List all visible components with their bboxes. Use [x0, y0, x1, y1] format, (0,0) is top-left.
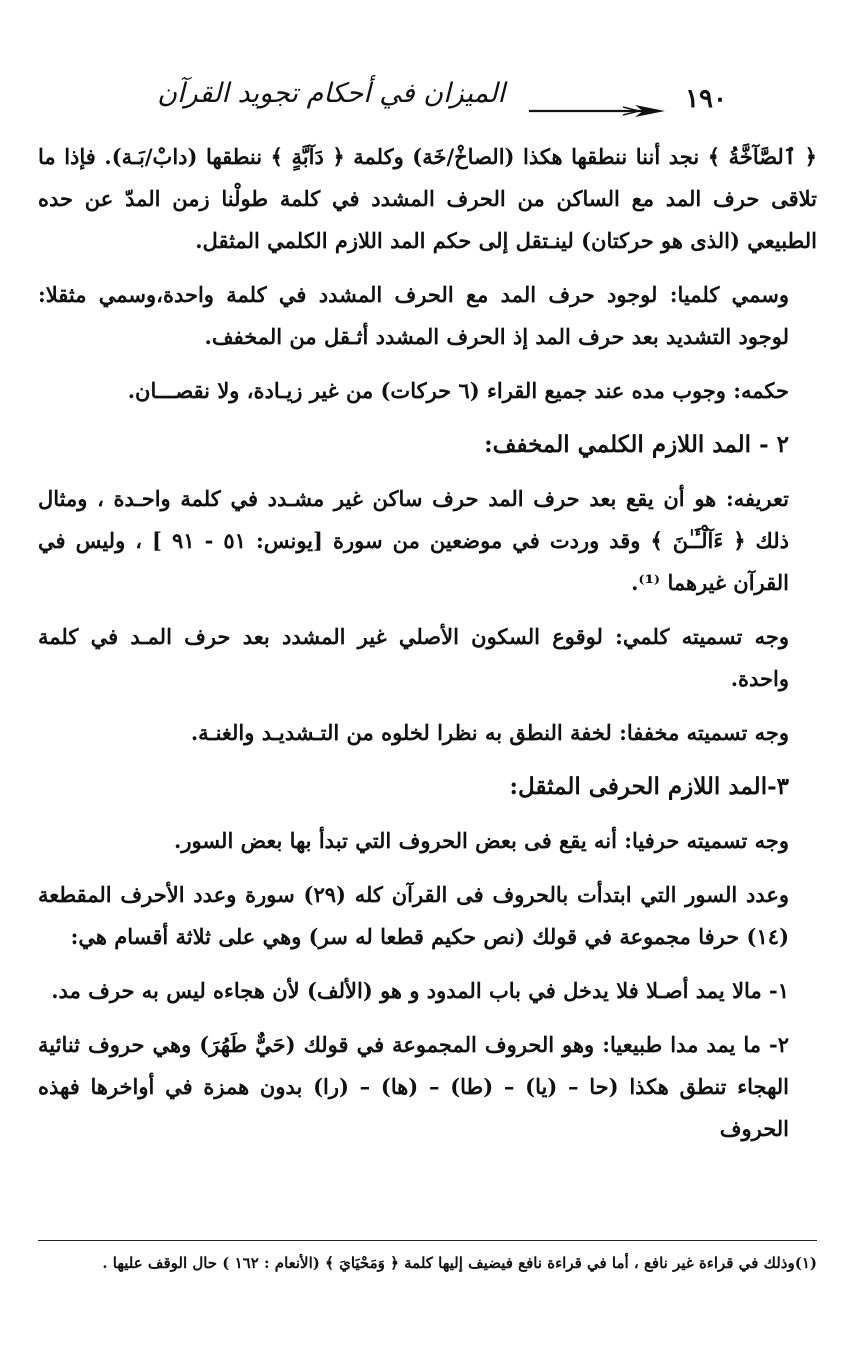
- paragraph-9: ١- مالا يمد أصـلا فلا يدخل في باب المدود و هو (الألف) لأن هجاءه ليس به حرف مد.: [51, 978, 789, 1003]
- page-number: ١٩٠: [685, 84, 727, 114]
- paragraph-10: ٢- ما يمد مدا طبيعيا: وهو الحروف المجموعة في قولك (حَيٌّ طَهُرَ) وهي حروف ثنائية الهجاء تنطق هكذا (حا – (يا) – (طا) – (ها) – (را) بدون همزة في أواخرها فهذه الحروف: [38, 1032, 789, 1141]
- footnote-divider: [38, 1240, 817, 1241]
- paragraph-2: وسمي كلميا: لوجود حرف المد مع الحرف المشدد في كلمة واحدة،وسمي مثقلا: لوجود التشديد بعد حرف المد إذ الحرف المشدد أثـقل من المخفف.: [38, 282, 789, 349]
- paragraph-4: تعريفه: هو أن يقع بعد حرف المد حرف ساكن غير مشـدد في كلمة واحـدة ، ومثال ذلك ﴿ ءَآلْـَٔـٰنَ ﴾ وقد وردت في موضعين من سورة [يونس: ٥١ - ٩١ ] ، وليس في القرآن غيرهما ⁽¹⁾.: [38, 486, 790, 595]
- section-heading-2: ٢ - المد اللازم الكلمي المخفف:: [484, 431, 789, 458]
- paragraph-1: ﴿ ٱلصَّآخَّةُ ﴾ نجد أننا ننطقها هكذا (الصاخْ/خَة) وكلمة ﴿ دَآبَّةٍ ﴾ ننطقها (دابْ/بَـة). فإذا ما تلاقى حرف المد مع الساكن من الحرف المشدد في كلمة طولْنا زمن المدّ عن حده الطبيعي (الذى هو حركتان) لينـتقل إلى حكم المد اللازم الكلمي المثقل.: [38, 144, 817, 253]
- paragraph-5: وجه تسميته كلمي: لوقوع السكون الأصلي غير المشدد بعد حرف المـد في كلمة واحدة.: [38, 624, 789, 691]
- paragraph-7: وجه تسميته حرفيا: أنه يقع فى بعض الحروف التي تبدأ بها بعض السور.: [174, 828, 789, 853]
- decorative-arrow-rule: [527, 104, 667, 118]
- footnote: (١)وذلك في قراءة غير نافع ، أما في قراءة نافع فيضيف إليها كلمة ﴿ وَمَحْيَايَ ﴾ (الأنعام : ١٦٢ ) حال الوقف عليها .: [102, 1254, 817, 1272]
- page-header: [38, 78, 817, 130]
- book-title: الميزان في أحكام تجويد القرآن: [157, 78, 505, 109]
- paragraph-8: وعدد السور التي ابتدأت بالحروف فى القرآن كله (٢٩) سورة وعدد الأحرف المقطعة (١٤) حرفا مجموعة في قولك (نص حكيم قطعا له سر) وهي على ثلاثة أقسام هي:: [38, 882, 789, 949]
- section-heading-3: ٣-المد اللازم الحرفى المثقل:: [509, 773, 789, 800]
- paragraph-6: وجه تسميته مخففا: لخفة النطق به نظرا لخلوه من التـشديـد والغنـة.: [190, 720, 789, 745]
- paragraph-3: حكمه: وجوب مده عند جميع القراء (٦ حركات) من غير زيـادة، ولا نقصـــان.: [127, 378, 789, 403]
